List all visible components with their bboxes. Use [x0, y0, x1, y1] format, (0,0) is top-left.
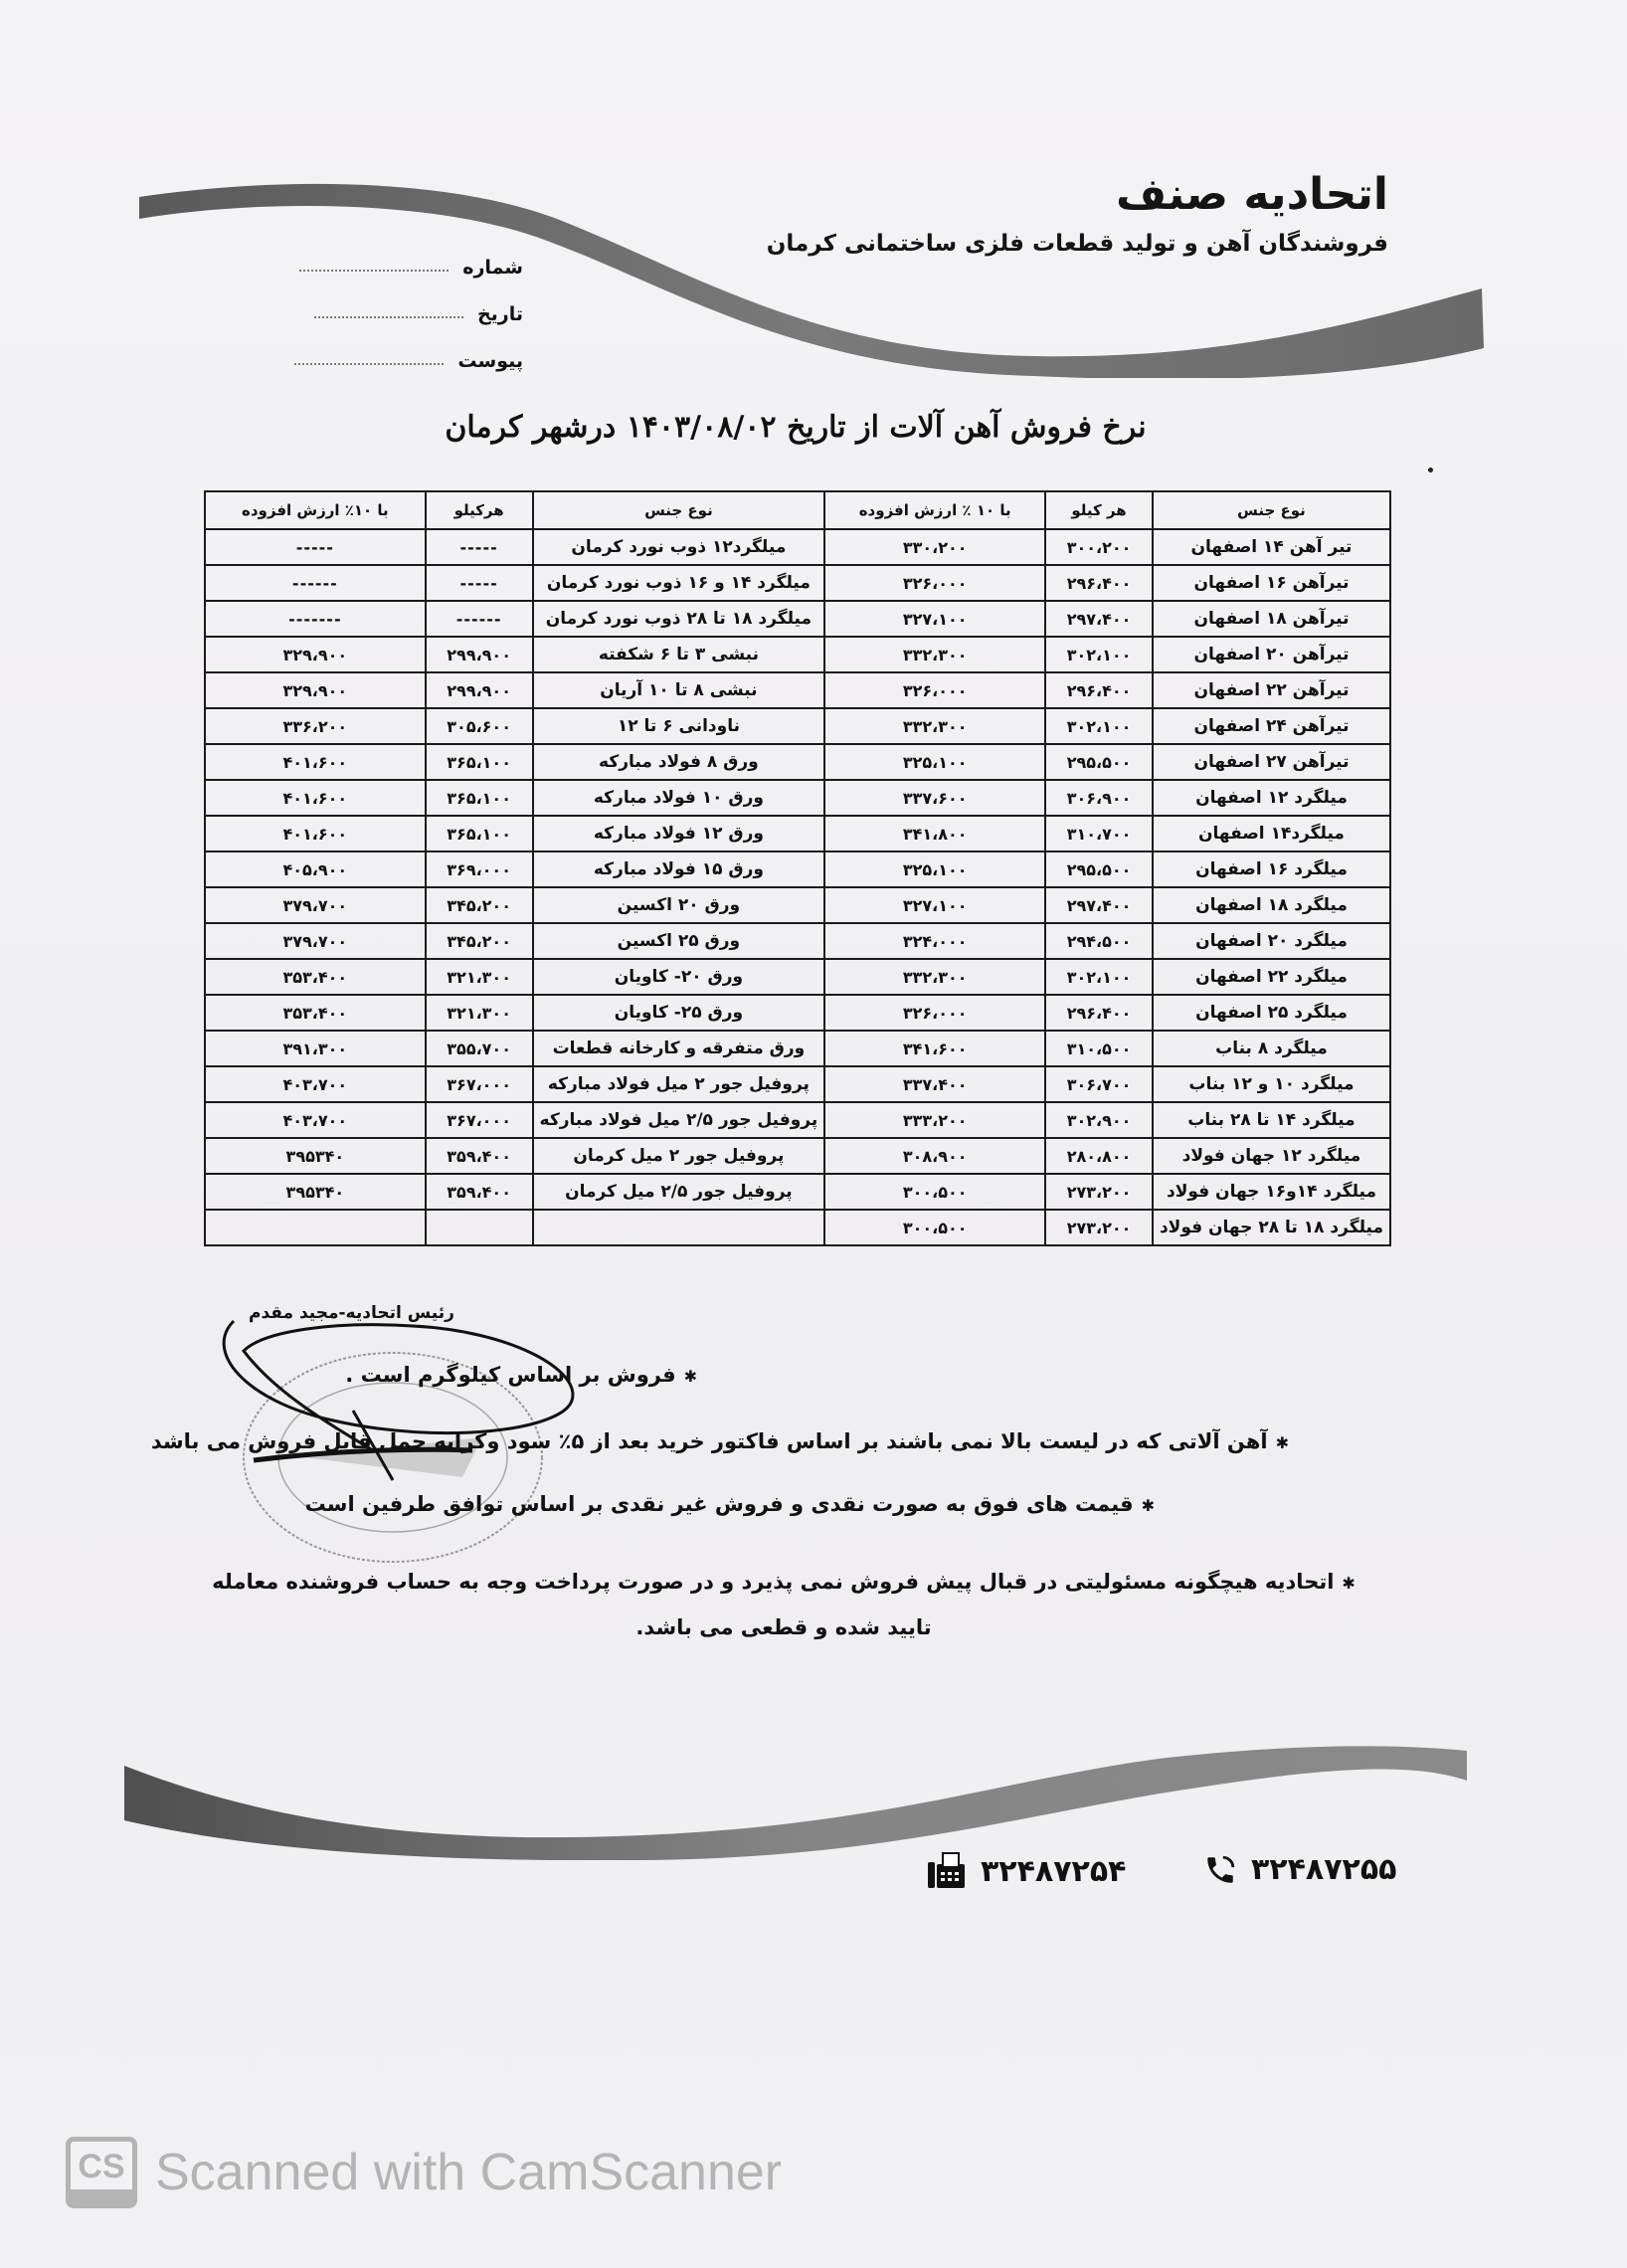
price-table-body [205, 529, 1390, 1245]
item-name-right: میلگرد ۲۰ اصفهان [1153, 923, 1390, 959]
document-title: نرخ فروش آهن آلات از تاریخ ۱۴۰۳/۰۸/۰۲ درشهر کرمان [445, 410, 1147, 445]
table-row [205, 851, 1390, 887]
item-name-left: میلگرد ۱۸ تا ۲۸ ذوب نورد کرمان [533, 601, 825, 637]
item-name-left: ناودانی ۶ تا ۱۲ [533, 708, 825, 744]
price-per-kilo-right: ۳۰۲،۱۰۰ [1045, 637, 1153, 672]
org-subtitle: فروشندگان آهن و تولید قطعات فلزی ساختمانی کرمان [766, 231, 1388, 257]
item-name-left: پروفیل جور ۲ میل کرمان [533, 1138, 825, 1174]
table-row [205, 529, 1390, 565]
price-with-vat-right: ۳۲۵،۱۰۰ [824, 744, 1045, 780]
price-with-vat-left [205, 1210, 426, 1245]
price-per-kilo-right: ۲۹۵،۵۰۰ [1045, 744, 1153, 780]
fax-contact [927, 1852, 1126, 1890]
price-per-kilo-left: ۳۲۱،۳۰۰ [426, 959, 533, 995]
table-row [205, 637, 1390, 672]
item-name-right: تیرآهن ۱۸ اصفهان [1153, 601, 1390, 637]
org-title: اتحادیه صنف [1116, 169, 1388, 220]
item-name-left: ورق ۲۵ اکسین [533, 923, 825, 959]
col-header-name-right: نوع جنس [1153, 491, 1390, 529]
signature-scribble [214, 1311, 632, 1490]
table-row [205, 995, 1390, 1031]
note-3: ✱قیمت های فوق به صورت نقدی و فروش غیر نقدی بر اساس توافق طرفین است [304, 1492, 1155, 1516]
table-row [205, 959, 1390, 995]
price-per-kilo-right: ۲۸۰،۸۰۰ [1045, 1138, 1153, 1174]
camscanner-watermark [66, 2137, 782, 2208]
table-row [205, 887, 1390, 923]
price-with-vat-right: ۳۰۰،۵۰۰ [824, 1210, 1045, 1245]
price-with-vat-right: ۳۲۴،۰۰۰ [824, 923, 1045, 959]
price-with-vat-left: ۳۲۹،۹۰۰ [205, 637, 426, 672]
signature-name: رئیس اتحادیه-مجید مقدم [249, 1303, 454, 1323]
table-row [205, 1210, 1390, 1245]
price-per-kilo-right: ۳۰۲،۹۰۰ [1045, 1102, 1153, 1138]
table-row [205, 816, 1390, 851]
table-row [205, 1102, 1390, 1138]
number-field [299, 257, 523, 279]
price-with-vat-left: ۳۵۳،۴۰۰ [205, 995, 426, 1031]
item-name-left: ورق ۲۰- کاویان [533, 959, 825, 995]
item-name-right: میلگرد ۱۲ جهان فولاد [1153, 1138, 1390, 1174]
item-name-right: تیر آهن ۱۴ اصفهان [1153, 529, 1390, 565]
price-per-kilo-left: ۳۴۵،۲۰۰ [426, 887, 533, 923]
item-name-right: میلگرد ۱۸ تا ۲۸ جهان فولاد [1153, 1210, 1390, 1245]
item-name-left: ورق ۱۲ فولاد مبارکه [533, 816, 825, 851]
price-with-vat-left: ------ [205, 565, 426, 601]
item-name-left: پروفیل جور ۲ میل فولاد مبارکه [533, 1066, 825, 1102]
item-name-left: میلگرد۱۲ ذوب نورد کرمان [533, 529, 825, 565]
price-with-vat-right: ۳۲۶،۰۰۰ [824, 565, 1045, 601]
bullet-icon: ✱ [1275, 1433, 1289, 1452]
table-row [205, 923, 1390, 959]
item-name-right: میلگرد۱۴ اصفهان [1153, 816, 1390, 851]
table-row [205, 1031, 1390, 1066]
price-with-vat-left: ۳۹۵۳۴۰ [205, 1138, 426, 1174]
price-with-vat-right: ۳۴۱،۸۰۰ [824, 816, 1045, 851]
price-per-kilo-left: ------ [426, 601, 533, 637]
price-per-kilo-left: ----- [426, 565, 533, 601]
price-with-vat-left: ۴۰۱،۶۰۰ [205, 780, 426, 816]
price-with-vat-left: ۴۰۳،۷۰۰ [205, 1066, 426, 1102]
item-name-right: میلگرد ۱۰ و ۱۲ بناب [1153, 1066, 1390, 1102]
phone-number: ۳۲۴۸۷۲۵۵ [1251, 1852, 1397, 1887]
price-with-vat-left: ------- [205, 601, 426, 637]
col-header-vat-left: با ۱۰٪ ارزش افزوده [205, 491, 426, 529]
price-per-kilo-left: ----- [426, 529, 533, 565]
price-per-kilo-left: ۳۰۵،۶۰۰ [426, 708, 533, 744]
item-name-right: میلگرد ۱۸ اصفهان [1153, 887, 1390, 923]
item-name-right: میلگرد ۸ بناب [1153, 1031, 1390, 1066]
price-with-vat-right: ۳۳۷،۶۰۰ [824, 780, 1045, 816]
price-with-vat-left: ۳۳۶،۲۰۰ [205, 708, 426, 744]
price-per-kilo-right: ۲۹۵،۵۰۰ [1045, 851, 1153, 887]
price-per-kilo-left [426, 1210, 533, 1245]
watermark-text: Scanned with CamScanner [155, 2144, 783, 2201]
number-label: شماره [462, 257, 523, 279]
attachment-value-line [294, 363, 444, 365]
price-with-vat-left: ۳۹۵۳۴۰ [205, 1174, 426, 1210]
price-per-kilo-right: ۲۹۴،۵۰۰ [1045, 923, 1153, 959]
price-per-kilo-left: ۳۶۷،۰۰۰ [426, 1066, 533, 1102]
table-row [205, 1138, 1390, 1174]
price-per-kilo-left: ۳۵۹،۴۰۰ [426, 1174, 533, 1210]
price-per-kilo-left: ۳۲۱،۳۰۰ [426, 995, 533, 1031]
table-row [205, 601, 1390, 637]
number-value-line [299, 270, 449, 272]
price-with-vat-right: ۳۳۲،۳۰۰ [824, 708, 1045, 744]
item-name-right: میلگرد ۱۲ اصفهان [1153, 780, 1390, 816]
price-per-kilo-right: ۲۷۳،۲۰۰ [1045, 1210, 1153, 1245]
note-2: ✱آهن آلاتی که در لیست بالا نمی باشند بر اساس فاکتور خرید بعد از ۵٪ سود وکرایه حمل قابل فروش می باشد [150, 1429, 1289, 1453]
price-per-kilo-left: ۳۶۵،۱۰۰ [426, 744, 533, 780]
attachment-label: پیوست [457, 350, 523, 372]
price-per-kilo-right: ۳۰۶،۹۰۰ [1045, 780, 1153, 816]
item-name-right: میلگرد ۲۵ اصفهان [1153, 995, 1390, 1031]
price-per-kilo-left: ۳۶۵،۱۰۰ [426, 816, 533, 851]
price-with-vat-right: ۳۰۰،۵۰۰ [824, 1174, 1045, 1210]
price-per-kilo-right: ۲۹۷،۴۰۰ [1045, 601, 1153, 637]
date-label: تاریخ [476, 303, 523, 325]
price-with-vat-left: ۴۰۵،۹۰۰ [205, 851, 426, 887]
attachment-field [294, 350, 523, 372]
price-per-kilo-right: ۳۰۰،۲۰۰ [1045, 529, 1153, 565]
item-name-right: میلگرد ۱۴ تا ۲۸ بناب [1153, 1102, 1390, 1138]
price-with-vat-left: ۴۰۱،۶۰۰ [205, 744, 426, 780]
price-with-vat-right: ۳۳۳،۲۰۰ [824, 1102, 1045, 1138]
item-name-right: تیرآهن ۲۴ اصفهان [1153, 708, 1390, 744]
item-name-left: ورق ۱۰ فولاد مبارکه [533, 780, 825, 816]
item-name-left: نبشی ۸ تا ۱۰ آریان [533, 672, 825, 708]
item-name-left: نبشی ۳ تا ۶ شکفته [533, 637, 825, 672]
date-value-line [314, 316, 463, 318]
fax-number: ۳۲۴۸۷۲۵۴ [981, 1853, 1127, 1889]
price-with-vat-left: ۳۹۱،۳۰۰ [205, 1031, 426, 1066]
col-header-vat-right: با ۱۰ ٪ ارزش افزوده [824, 491, 1045, 529]
footer-swoosh-decoration [124, 1741, 1477, 1860]
note-1: ✱فروش بر اساس کیلوگرم است . [345, 1363, 697, 1387]
price-per-kilo-right: ۲۹۷،۴۰۰ [1045, 887, 1153, 923]
col-header-name-left: نوع جنس [533, 491, 825, 529]
price-with-vat-right: ۳۲۷،۱۰۰ [824, 887, 1045, 923]
price-table [204, 490, 1391, 1246]
item-name-left: ورق ۸ فولاد مبارکه [533, 744, 825, 780]
price-per-kilo-right: ۲۹۶،۴۰۰ [1045, 672, 1153, 708]
table-row [205, 565, 1390, 601]
item-name-left: ورق متفرقه و کارخانه قطعات [533, 1031, 825, 1066]
col-header-per-kilo-left: هرکیلو [426, 491, 533, 529]
price-with-vat-right: ۳۳۰،۲۰۰ [824, 529, 1045, 565]
item-name-left: میلگرد ۱۴ و ۱۶ ذوب نورد کرمان [533, 565, 825, 601]
col-header-per-kilo-right: هر کیلو [1045, 491, 1153, 529]
price-with-vat-right: ۳۲۶،۰۰۰ [824, 995, 1045, 1031]
price-with-vat-left: ۴۰۱،۶۰۰ [205, 816, 426, 851]
table-row [205, 708, 1390, 744]
table-row [205, 744, 1390, 780]
item-name-right: تیرآهن ۱۶ اصفهان [1153, 565, 1390, 601]
price-per-kilo-right: ۳۰۲،۱۰۰ [1045, 708, 1153, 744]
price-per-kilo-left: ۳۶۵،۱۰۰ [426, 780, 533, 816]
item-name-right: میلگرد ۲۲ اصفهان [1153, 959, 1390, 995]
price-with-vat-left: ۳۷۹،۷۰۰ [205, 923, 426, 959]
table-header-row [205, 491, 1390, 529]
price-per-kilo-left: ۳۵۹،۴۰۰ [426, 1138, 533, 1174]
price-with-vat-right: ۳۳۲،۳۰۰ [824, 959, 1045, 995]
price-with-vat-left: ۳۲۹،۹۰۰ [205, 672, 426, 708]
fax-icon [927, 1852, 967, 1890]
price-with-vat-right: ۳۰۸،۹۰۰ [824, 1138, 1045, 1174]
item-name-left: پروفیل جور ۲/۵ میل فولاد مبارکه [533, 1102, 825, 1138]
price-per-kilo-right: ۲۹۶،۴۰۰ [1045, 995, 1153, 1031]
price-per-kilo-left: ۳۴۵،۲۰۰ [426, 923, 533, 959]
price-per-kilo-right: ۳۱۰،۷۰۰ [1045, 816, 1153, 851]
price-per-kilo-right: ۳۰۶،۷۰۰ [1045, 1066, 1153, 1102]
price-with-vat-left: ۴۰۳،۷۰۰ [205, 1102, 426, 1138]
price-per-kilo-right: ۲۷۳،۲۰۰ [1045, 1174, 1153, 1210]
price-per-kilo-left: ۳۵۵،۷۰۰ [426, 1031, 533, 1066]
note-4: ✱اتحادیه هیچگونه مسئولیتی در قبال پیش فروش نمی پذیرد و در صورت پرداخت وجه به حساب فروشنده معامله تایید شده و قطعی می باشد. [212, 1570, 1356, 1639]
table-row [205, 1066, 1390, 1102]
price-with-vat-left: ----- [205, 529, 426, 565]
item-name-right: تیرآهن ۲۷ اصفهان [1153, 744, 1390, 780]
item-name-right: تیرآهن ۲۰ اصفهان [1153, 637, 1390, 672]
item-name-left: ورق ۲۵- کاویان [533, 995, 825, 1031]
bullet-icon: ✱ [1342, 1574, 1356, 1593]
price-per-kilo-left: ۳۶۹،۰۰۰ [426, 851, 533, 887]
price-per-kilo-right: ۲۹۶،۴۰۰ [1045, 565, 1153, 601]
table-row [205, 1174, 1390, 1210]
price-with-vat-right: ۳۴۱،۶۰۰ [824, 1031, 1045, 1066]
price-with-vat-right: ۳۳۷،۴۰۰ [824, 1066, 1045, 1102]
price-per-kilo-right: ۳۰۲،۱۰۰ [1045, 959, 1153, 995]
item-name-left: ورق ۱۵ فولاد مبارکه [533, 851, 825, 887]
price-with-vat-left: ۳۷۹،۷۰۰ [205, 887, 426, 923]
stray-dot [1428, 468, 1433, 472]
table-row [205, 780, 1390, 816]
price-per-kilo-left: ۲۹۹،۹۰۰ [426, 637, 533, 672]
item-name-right: تیرآهن ۲۲ اصفهان [1153, 672, 1390, 708]
price-per-kilo-right: ۳۱۰،۵۰۰ [1045, 1031, 1153, 1066]
item-name-right: میلگرد ۱۴و۱۶ جهان فولاد [1153, 1174, 1390, 1210]
price-with-vat-left: ۳۵۳،۴۰۰ [205, 959, 426, 995]
table-row [205, 672, 1390, 708]
item-name-left: پروفیل جور ۲/۵ میل کرمان [533, 1174, 825, 1210]
price-per-kilo-left: ۳۶۷،۰۰۰ [426, 1102, 533, 1138]
price-with-vat-right: ۳۲۵،۱۰۰ [824, 851, 1045, 887]
bullet-icon: ✱ [683, 1367, 697, 1386]
camscanner-logo-icon: CS [66, 2137, 137, 2208]
price-with-vat-right: ۳۲۷،۱۰۰ [824, 601, 1045, 637]
price-per-kilo-left: ۲۹۹،۹۰۰ [426, 672, 533, 708]
item-name-left: ورق ۲۰ اکسین [533, 887, 825, 923]
phone-contact [1203, 1852, 1396, 1887]
item-name-left [533, 1210, 825, 1245]
date-field [314, 303, 523, 325]
price-with-vat-right: ۳۲۶،۰۰۰ [824, 672, 1045, 708]
item-name-right: میلگرد ۱۶ اصفهان [1153, 851, 1390, 887]
phone-icon [1203, 1853, 1237, 1887]
bullet-icon: ✱ [1141, 1496, 1155, 1515]
price-with-vat-right: ۳۳۲،۳۰۰ [824, 637, 1045, 672]
